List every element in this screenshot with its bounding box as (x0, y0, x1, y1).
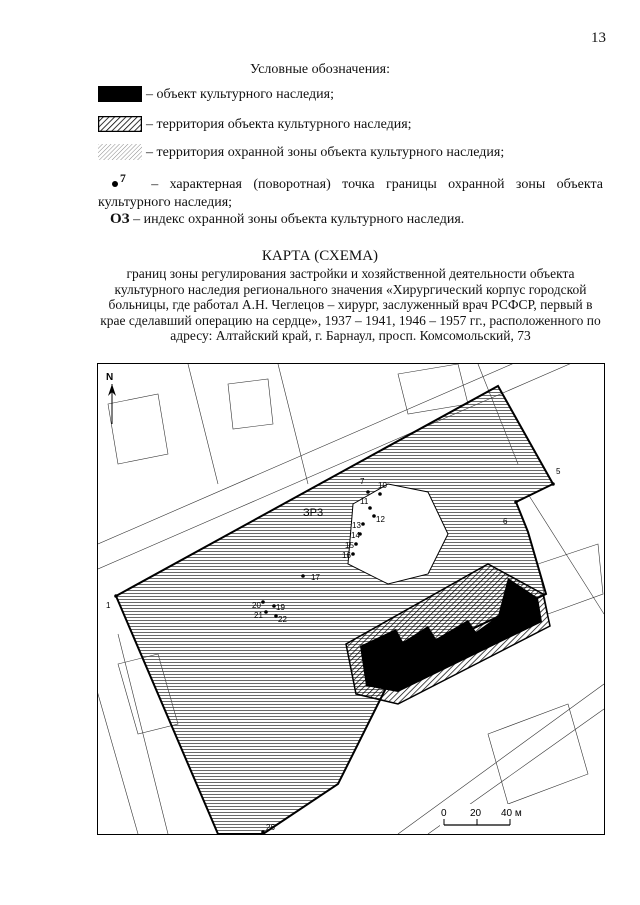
legend-text-heritage-object: – объект культурного наследия; (146, 87, 334, 102)
legend-text-heritage-territory: – территория объекта культурного наследия; (146, 117, 412, 132)
scale-tick-40: 40 м (501, 808, 522, 819)
point-label: 6 (503, 517, 508, 526)
point-label: 15 (345, 541, 354, 550)
legend-swatch-protection-zone (98, 144, 142, 160)
map-title: КАРТА (СХЕМА) (261, 248, 379, 264)
scale-bar (440, 804, 585, 830)
zone-index-text: – индекс охранной зоны объекта культурного наследия. (133, 212, 465, 227)
point-label: 14 (351, 531, 360, 540)
north-label: N (106, 372, 114, 383)
point-marker-number: 7 (120, 172, 126, 185)
legend-swatch-heritage-territory (98, 116, 142, 132)
scale-tick-20: 20 (470, 808, 482, 819)
map-frame (97, 363, 605, 835)
map-subtitle: границ зоны регулирования застройки и хозяйственной деятельности объекта культурного наследия регионального значения «Хирургический корпус городской больницы, где работал А.Н. Чеглецов – хирург, заслуженный врач РСФСР, первый в крае сделавший операцию на сердце», 1937 – 1941, 1946 – 1957 гг., расположенного по адресу: Алтайский край, г. Барнаул, просп. Комсомольский, 73 (100, 266, 601, 343)
point-label: 16 (342, 551, 351, 560)
cadastral-map (98, 364, 604, 834)
legend-index-row (110, 210, 464, 229)
zone-index-marker: ОЗ (110, 211, 130, 227)
point-label: 5 (556, 467, 561, 476)
point-label: 17 (311, 573, 320, 582)
point-label: 12 (376, 515, 385, 524)
legend-title: Условные обозначения: (249, 62, 391, 77)
point-label: 19 (276, 603, 285, 612)
scale-tick-0: 0 (441, 808, 447, 819)
point-label: 26 (266, 823, 275, 832)
point-marker-icon (112, 181, 118, 187)
point-label: 21 (254, 611, 263, 620)
point-label: 1 (106, 601, 111, 610)
legend-text-protection-zone: – территория охранной зоны объекта культурного наследия; (146, 145, 505, 160)
page-number: 13 (591, 30, 606, 46)
point-label: 10 (378, 481, 387, 490)
point-label: 7 (360, 477, 365, 486)
north-arrow-icon (106, 372, 116, 424)
point-label: 20 (252, 601, 261, 610)
zone-label: ЗР3 (303, 507, 324, 519)
point-description-text: – характерная (поворотная) точка границы охранной зоны объекта культурного наследия; (98, 176, 603, 210)
point-label: 11 (360, 497, 369, 506)
point-label: 22 (278, 615, 287, 624)
legend-point-description (98, 170, 603, 212)
point-label: 13 (352, 521, 361, 530)
legend-swatch-heritage-object (98, 86, 142, 102)
